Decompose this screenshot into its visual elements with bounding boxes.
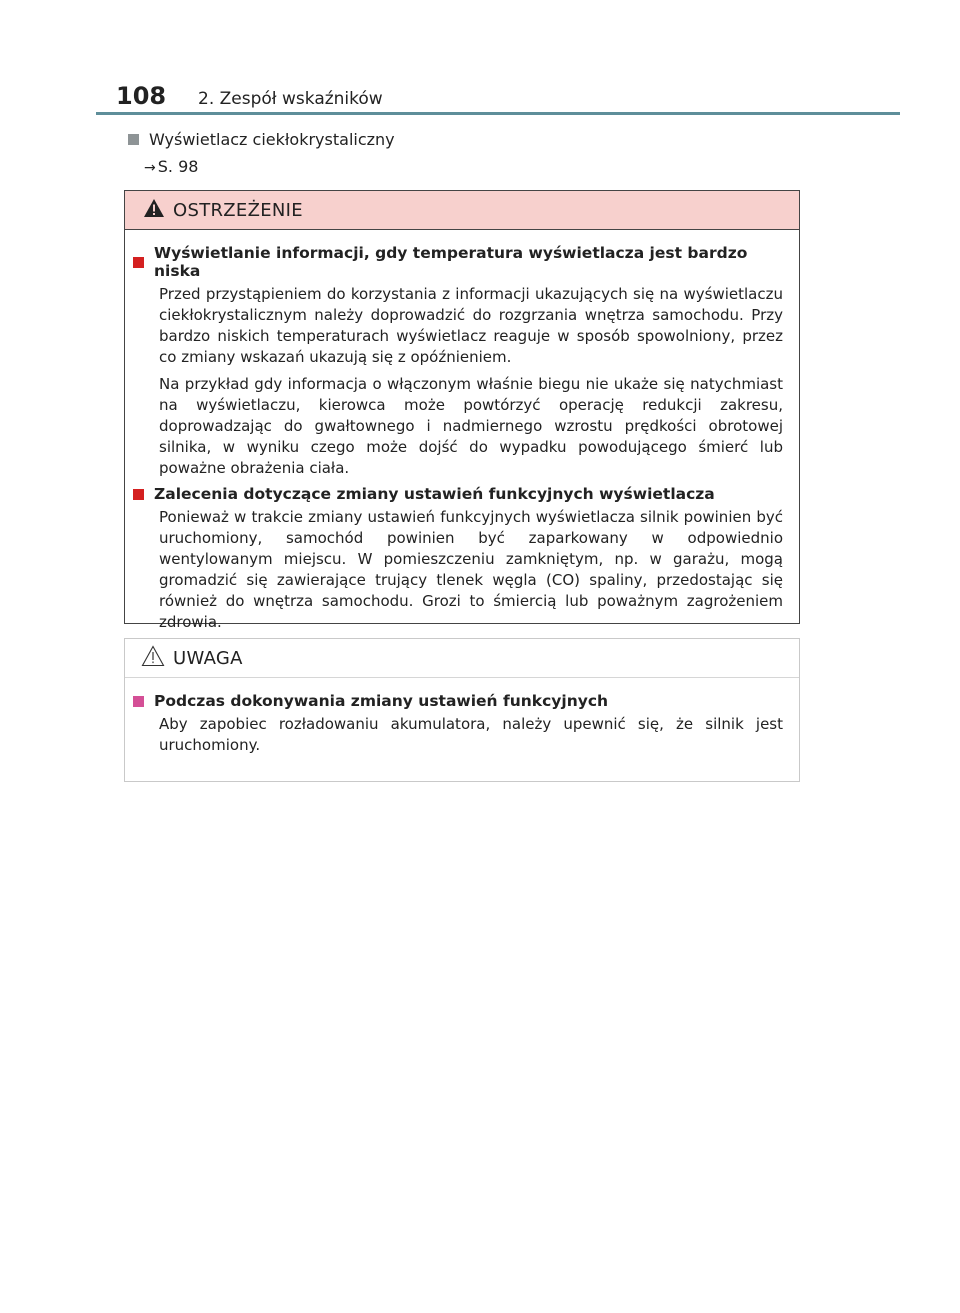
chapter-title: 2. Zespół wskaźników: [198, 89, 383, 109]
caution-paragraph: Aby zapobiec rozładowaniu akumulatora, należy upewnić się, że silnik jest uruchomiony.: [159, 715, 783, 754]
warning-triangle-outline-icon: [141, 645, 165, 671]
caution-box: [124, 638, 800, 782]
warning-box: [124, 190, 800, 631]
square-bullet-icon: [133, 696, 144, 707]
page-reference-text: S. 98: [157, 157, 199, 176]
caution-item: [133, 692, 783, 756]
header-rule: [96, 112, 900, 115]
warning-paragraph: Ponieważ w trakcie zmiany ustawień funkcyjnych wyświetlacza silnik powinien być uruchomiony, samochód powinien być zaparkowany w odpowiednio wentylowanym miejscu. W pomieszczeniu zamkniętym, np. w garażu, mogą gromadzić się zawierające trujący tlenek węgla (CO) spaliny, przedostając się również do wnętrza samochodu. Grozi to śmiercią lub poważnym zagrożeniem zdrowia.: [159, 508, 783, 631]
warning-item: [133, 244, 783, 479]
page-number: 108: [116, 82, 167, 110]
warning-item-heading-text: Wyświetlanie informacji, gdy temperatura wyświetlacza jest bardzo niska: [154, 244, 748, 280]
square-bullet-icon: [128, 134, 139, 145]
warning-item-heading-text: Zalecenia dotyczące zmiany ustawień funkcyjnych wyświetlacza: [154, 485, 715, 503]
right-arrow-icon: →: [144, 160, 156, 176]
warning-header: [125, 191, 799, 230]
warning-item-heading: [133, 485, 783, 503]
warning-title: OSTRZEŻENIE: [173, 199, 303, 221]
caution-body: [125, 678, 799, 756]
section-heading-text: Wyświetlacz ciekłokrystaliczny: [149, 130, 395, 149]
warning-body: [125, 230, 799, 633]
square-bullet-icon: [133, 257, 144, 268]
caution-item-heading-text: Podczas dokonywania zmiany ustawień funkcyjnych: [154, 692, 609, 710]
warning-triangle-filled-icon: [143, 198, 165, 222]
warning-paragraph: Przed przystąpieniem do korzystania z informacji ukazujących się na wyświetlaczu ciekłokrystalicznym należy doprowadzić do rozgrzania wnętrza samochodu. Przy bardzo niskich temperaturach wyświetlacz reaguje w sposób spowolniony, przez co zmiany wskazań ukazują się z opóźnieniem.: [159, 285, 783, 366]
caution-header: [125, 639, 799, 678]
section-lcd: [128, 130, 395, 176]
warning-paragraph: Na przykład gdy informacja o włączonym właśnie biegu nie ukaże się natychmiast na wyświetlaczu, kierowca może powtórzyć operację redukcji zakresu, doprowadzając do gwałtownego i nadmiernego wzrostu prędkości obrotowej silnika, w wyniku czego może dojść do wypadku powodującego śmierć lub poważne obrażenia ciała.: [159, 375, 783, 477]
warning-item: [133, 485, 783, 633]
caution-item-heading: [133, 692, 783, 710]
caution-title: UWAGA: [173, 647, 243, 669]
section-heading: [128, 130, 395, 149]
page-reference[interactable]: [144, 157, 395, 176]
page-header: [116, 82, 383, 110]
square-bullet-icon: [133, 489, 144, 500]
warning-item-heading: [133, 244, 783, 280]
